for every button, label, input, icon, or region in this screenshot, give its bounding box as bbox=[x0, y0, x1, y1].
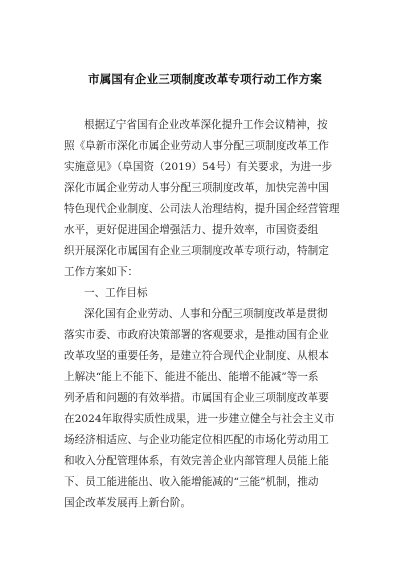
paragraph-line: 下、员工能进能出、收入能增能减的“三能”机制，推动 bbox=[64, 476, 319, 488]
paragraph-line: 深化市属企业劳动人事分配三项制度改革，加快完善中国 bbox=[64, 182, 329, 194]
paragraph-line: 国企改革发展再上新台阶。 bbox=[64, 497, 192, 509]
paragraph-line: 上解决“能上不能下、能进不能出、能增不能减”等一系 bbox=[64, 371, 319, 383]
paragraph-line: 工作方案如下： bbox=[64, 266, 139, 278]
section-heading: 一、工作目标 bbox=[84, 287, 148, 299]
paragraph-line: 实施意见》（阜国资（2019）54号）有关要求，为进一步 bbox=[64, 161, 333, 173]
paragraph-line: 深化国有企业劳动、人事和分配三项制度改革是贯彻 bbox=[84, 308, 328, 320]
paragraph-line: 改革攻坚的重要任务，是建立符合现代企业制度、从根本 bbox=[64, 350, 329, 362]
paragraph-line: 在2024年取得实质性成果，进一步建立健全与社会主义市 bbox=[64, 413, 335, 425]
paragraph-line: 和收入分配管理体系，有效完善企业内部管理人员能上能 bbox=[64, 455, 329, 467]
paragraph-line: 水平，更好促进国企增强活力、提升效率，市国资委组 bbox=[64, 224, 319, 236]
paragraph-line: 织开展深化市属国有企业三项制度改革专项行动，特制定 bbox=[64, 245, 329, 257]
document-title: 市属国有企业三项制度改革专项行动工作方案 bbox=[88, 72, 322, 86]
paragraph-line: 特色现代企业制度、公司法人治理结构，提升国企经营管理 bbox=[64, 203, 340, 215]
paragraph-line: 场经济相适应、与企业功能定位相匹配的市场化劳动用工 bbox=[64, 434, 329, 446]
paragraph-line: 落实市委、市政府决策部署的客观要求，是推动国有企业 bbox=[64, 329, 329, 341]
paragraph-line: 照《阜新市深化市属企业劳动人事分配三项制度改革工作 bbox=[64, 140, 329, 152]
paragraph-line: 列矛盾和问题的有效举措。市属国有企业三项制度改革要 bbox=[64, 392, 329, 404]
paragraph-line: 根据辽宁省国有企业改革深化提升工作会议精神，按 bbox=[84, 119, 328, 131]
